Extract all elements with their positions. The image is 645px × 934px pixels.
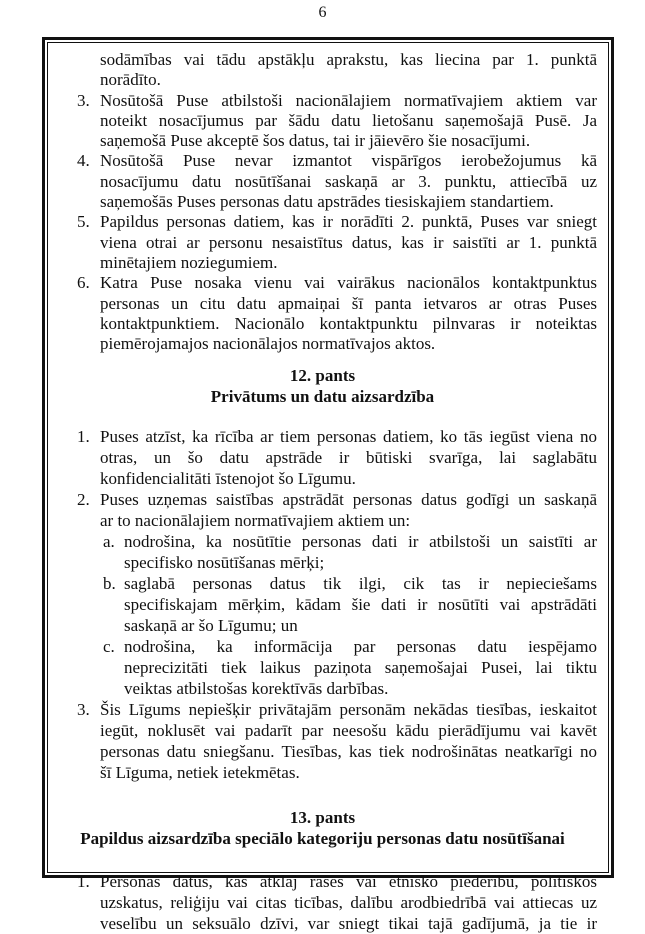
article-title: Papildus aizsardzība speciālo kategoriju personas datu nosūtīšanai	[80, 829, 565, 849]
sub-list-item	[0, 573, 597, 636]
list-item	[0, 489, 597, 531]
text-line: specifisko nosūtīšanas mērķi;	[124, 553, 325, 573]
text-line: norādīto.	[100, 70, 161, 90]
text-line: uzskatus, reliģiju vai citas ticības, dalību arodbiedrībā vai attiecas uz	[100, 893, 597, 913]
list-item	[0, 50, 597, 91]
text-line: sodāmības vai tādu apstākļu aprakstu, kas liecina par 1. punktā	[100, 50, 597, 69]
list-marker: 1.	[77, 427, 90, 447]
article-number: 13. pants	[289, 808, 356, 828]
list-marker: 1.	[77, 872, 90, 892]
article-11-continued	[0, 50, 645, 354]
text-line: iegūt, noklusēt vai padarīt par neesošu kādu pierādījumu vai kavēt	[100, 721, 597, 741]
article-12-body	[0, 426, 645, 783]
list-marker: c.	[103, 637, 115, 657]
text-line: viena otrai ar personu nesaistītus datus, kas ir saistīti ar 1. punktā	[100, 232, 597, 252]
article-12-heading	[0, 365, 645, 407]
text-line: konfidencialitāti īstenojot šo Līgumu.	[100, 469, 356, 489]
list-item	[0, 151, 597, 212]
article-number: 12. pants	[289, 366, 356, 386]
text-line: veiktas atbilstošas korektīvās darbības.	[124, 679, 389, 699]
text-line: personas datu sniegšanu. Tiesības, kas tiek nodrošinātas neatkarīgi no	[100, 742, 597, 762]
text-line: Papildus personas datiem, kas ir norādīti 2. punktā, Puses var sniegt	[100, 212, 597, 232]
list-item	[0, 871, 597, 934]
text-line: Nosūtošā Puse nevar izmantot vispārīgos ierobežojumus kā	[100, 151, 597, 171]
text-line: Katra Puse nosaka vienu vai vairākus nacionālos kontaktpunktus	[100, 273, 597, 293]
text-line: Puses atzīst, ka rīcība ar tiem personas datiem, ko tās iegūst viena no	[100, 427, 597, 447]
list-marker: 6.	[77, 273, 90, 293]
list-marker: 4.	[77, 151, 90, 171]
text-line: neprecizitāti tiek laikus paziņota saņemošajai Pusei, lai tiktu	[124, 658, 597, 678]
page-number: 6	[318, 4, 327, 21]
article-13-body	[0, 871, 645, 934]
text-line: ar to nacionālajiem normatīvajiem aktiem un:	[100, 511, 411, 531]
text-line: specifiskajam mērķim, kādam šie dati ir nosūtīti vai apstrādāti	[124, 595, 597, 615]
article-title: Privātums un datu aizsardzība	[210, 387, 435, 407]
sub-list-item	[0, 636, 597, 699]
text-line: minētajiem noziegumiem.	[100, 252, 278, 272]
text-line: saņemošās Puses personas datu apstrādes tiesiskajiem standartiem.	[100, 192, 554, 212]
document-body	[0, 50, 645, 934]
text-line: otras, un šo datu apstrāde ir būtiski svarīga, lai saglabātu	[100, 448, 597, 468]
list-marker: 3.	[77, 90, 90, 110]
list-marker: a.	[103, 532, 115, 552]
text-line: saņemošā Puse akceptē šos datus, tai ir jāievēro šie nosacījumi.	[100, 131, 531, 151]
text-line: saglabā personas datus tik ilgi, cik tas ir nepieciešams	[124, 574, 597, 594]
text-line: nodrošina, ka nosūtītie personas dati ir atbilstoši un saistīti ar	[124, 532, 597, 552]
text-line: Nosūtošā Puse atbilstoši nacionālajiem normatīvajiem aktiem var	[100, 90, 597, 110]
list-item	[0, 273, 597, 354]
list-item	[0, 426, 597, 489]
sub-list-item	[0, 531, 597, 573]
text-line: veselību un seksuālo dzīvi, var sniegt tikai tajā gadījumā, ja tie ir	[100, 914, 597, 934]
text-line: personas un citu datu apmaiņai šī panta ietvaros ar otras Puses	[100, 293, 597, 313]
list-marker: 2.	[77, 490, 90, 510]
list-marker: 5.	[77, 212, 90, 232]
list-marker: b.	[103, 574, 116, 594]
article-13-heading	[0, 807, 645, 849]
text-line: piemērojamajos nacionālajos normatīvajos aktos.	[100, 334, 436, 354]
text-line: noteikt nosacījumus par šādu datu lietošanu saņemošajā Pusē. Ja	[100, 110, 597, 130]
list-item	[0, 91, 597, 152]
text-line: nodrošina, ka informācija par personas datu iespējamo	[124, 637, 597, 657]
list-item	[0, 212, 597, 273]
list-item	[0, 699, 597, 783]
text-line: Šis Līgums nepiešķir privātajām personām nekādas tiesības, ieskaitot	[100, 700, 597, 720]
list-marker: 3.	[77, 700, 90, 720]
text-line: nosacījumu datu nosūtīšanai saskaņā ar 3. punktu, attiecībā uz	[100, 171, 597, 191]
text-line: Personas datus, kas atklāj rases vai etnisko piederību, politiskos	[100, 872, 597, 892]
text-line: šī Līguma, netiek ietekmētas.	[100, 763, 300, 783]
text-line: Puses uzņemas saistības apstrādāt personas datus godīgi un saskaņā	[100, 490, 597, 510]
text-line: saskaņā ar šo Līgumu; un	[124, 616, 298, 636]
text-line: kontaktpunktiem. Nacionālo kontaktpunktu pilnvaras ir noteiktas	[100, 313, 597, 333]
